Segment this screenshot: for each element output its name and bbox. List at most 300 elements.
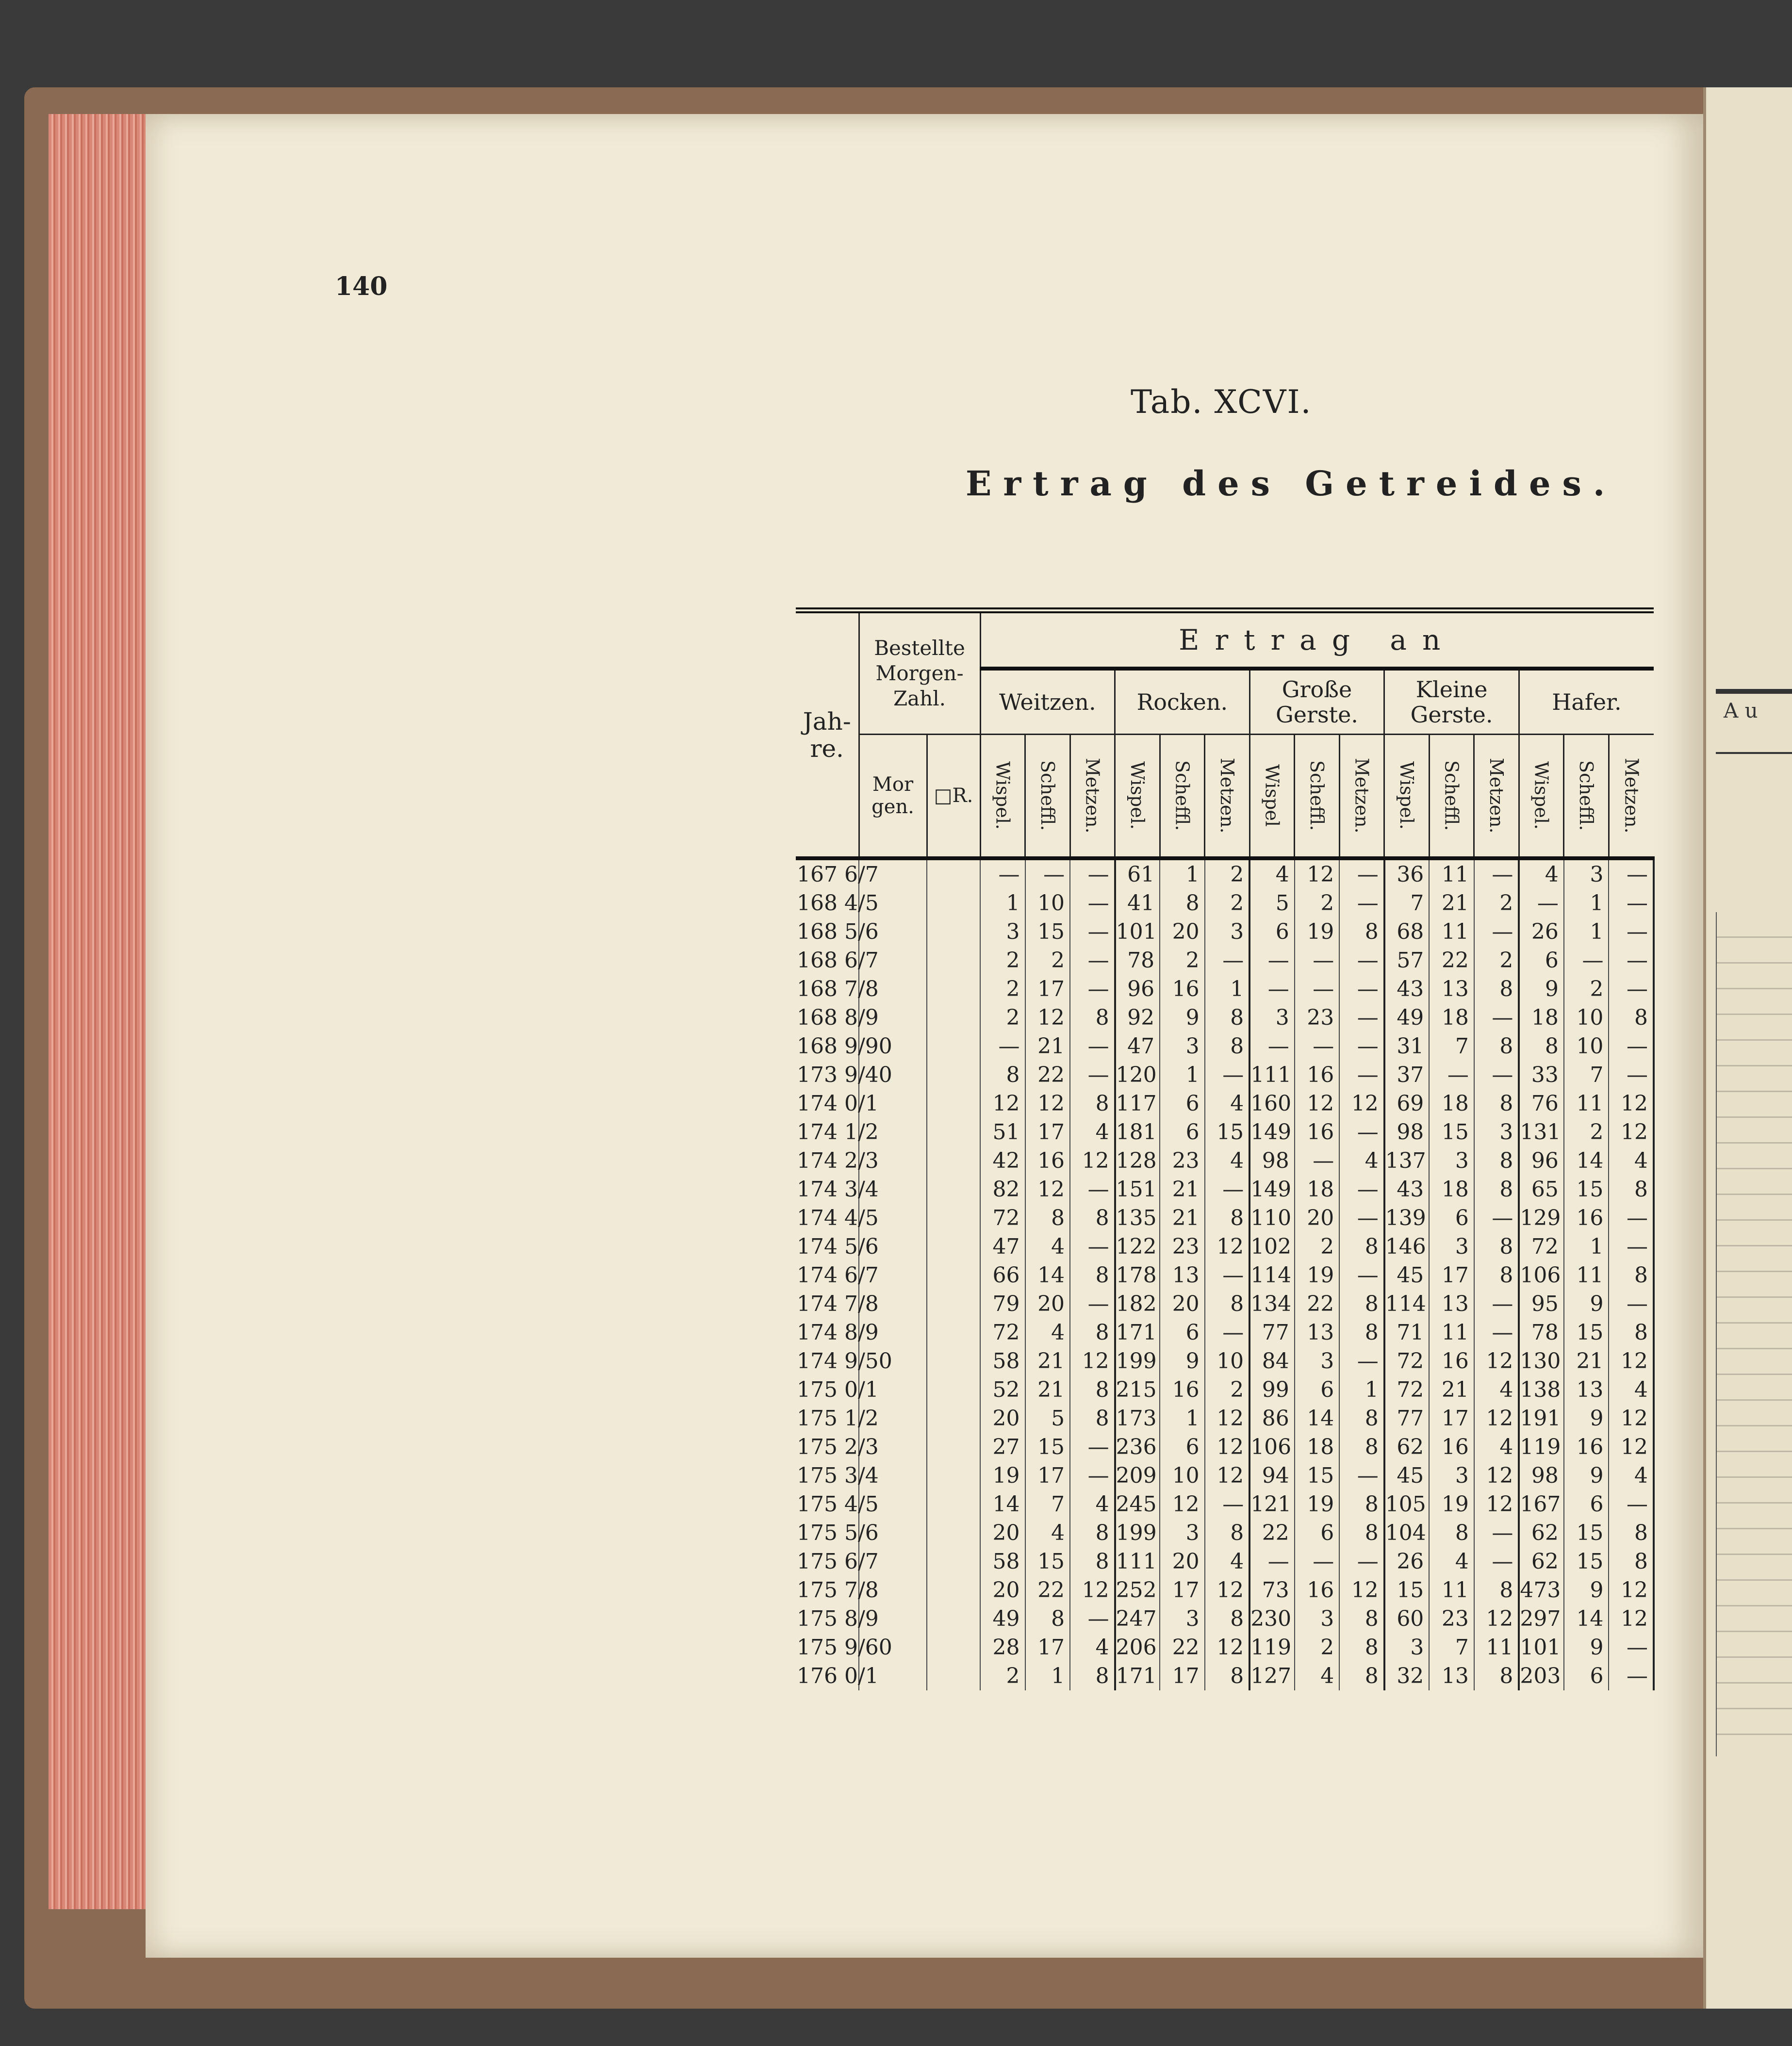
yield-cell: — xyxy=(980,1032,1025,1061)
year-cell: 175 7/8 xyxy=(796,1576,859,1604)
yield-cell: 72 xyxy=(1384,1375,1430,1404)
morgen-cell xyxy=(927,1433,980,1461)
yield-cell: — xyxy=(1609,889,1654,917)
yield-cell: 15 xyxy=(1025,1433,1070,1461)
yield-cell: 86 xyxy=(1249,1404,1295,1433)
yield-cell: 119 xyxy=(1519,1433,1564,1461)
yield-cell: 1 xyxy=(1160,858,1205,889)
yield-cell: 15 xyxy=(1205,1118,1250,1146)
yield-cell: 9 xyxy=(1564,1290,1609,1318)
yield-cell: 16 xyxy=(1295,1576,1340,1604)
table-row xyxy=(796,1118,1654,1146)
yield-cell: 134 xyxy=(1249,1290,1295,1318)
yield-cell: 17 xyxy=(1160,1662,1205,1690)
yield-cell: 8 xyxy=(1205,1519,1250,1547)
year-cell: 175 4/5 xyxy=(796,1490,859,1519)
table-row xyxy=(796,1232,1654,1261)
yield-cell: 12 xyxy=(1609,1404,1654,1433)
year-cell: 174 7/8 xyxy=(796,1290,859,1318)
yield-cell: — xyxy=(1609,1290,1654,1318)
yield-cell: 8 xyxy=(1205,1003,1250,1032)
morgen-cell xyxy=(927,1089,980,1118)
yield-cell: 17 xyxy=(1025,975,1070,1003)
yield-cell: 61 xyxy=(1115,858,1160,889)
yield-cell: 52 xyxy=(980,1375,1025,1404)
yield-cell: 12 xyxy=(1295,1089,1340,1118)
yield-cell: 130 xyxy=(1519,1347,1564,1375)
yield-cell: 191 xyxy=(1519,1404,1564,1433)
yield-cell: 57 xyxy=(1384,946,1430,975)
yield-cell: — xyxy=(1609,1232,1654,1261)
header-unit: Wispel. xyxy=(980,735,1025,859)
yield-cell: 11 xyxy=(1474,1633,1519,1662)
yield-cell: 117 xyxy=(1115,1089,1160,1118)
year-cell: 175 3/4 xyxy=(796,1461,859,1490)
yield-cell: 20 xyxy=(980,1576,1025,1604)
page-title: Ertrag des Getreides. xyxy=(966,463,1617,504)
yield-cell: 131 xyxy=(1519,1118,1564,1146)
yield-cell: 21 xyxy=(1025,1375,1070,1404)
yield-cell: 12 xyxy=(1474,1604,1519,1633)
yield-cell: 98 xyxy=(1519,1461,1564,1490)
year-cell: 175 0/1 xyxy=(796,1375,859,1404)
yield-cell: 23 xyxy=(1160,1232,1205,1261)
yield-cell: 14 xyxy=(1564,1146,1609,1175)
yield-cell: 120 xyxy=(1115,1061,1160,1089)
morgen-cell xyxy=(927,1232,980,1261)
yield-cell: 21 xyxy=(1025,1347,1070,1375)
year-cell: 168 7/8 xyxy=(796,975,859,1003)
yield-cell: — xyxy=(1339,889,1384,917)
yield-cell: 78 xyxy=(1115,946,1160,975)
yield-cell: 78 xyxy=(1519,1318,1564,1347)
yield-cell: 10 xyxy=(1205,1347,1250,1375)
yield-cell: 47 xyxy=(1115,1032,1160,1061)
table-row xyxy=(796,1204,1654,1232)
yield-cell: 160 xyxy=(1249,1089,1295,1118)
next-page-header-fragment: A u xyxy=(1724,699,1758,722)
yield-cell: 32 xyxy=(1384,1662,1430,1690)
yield-cell: 3 xyxy=(1160,1519,1205,1547)
yield-cell: 42 xyxy=(980,1146,1025,1175)
yield-cell: 8 xyxy=(1070,1662,1115,1690)
morgen-cell xyxy=(927,1519,980,1547)
yield-cell: 114 xyxy=(1384,1290,1430,1318)
yield-cell: 31 xyxy=(1384,1032,1430,1061)
yield-cell: 18 xyxy=(1295,1433,1340,1461)
header-unit: Metzen. xyxy=(1205,735,1250,859)
yield-cell: 110 xyxy=(1249,1204,1295,1232)
yield-cell: 18 xyxy=(1429,1175,1474,1204)
yield-cell: 139 xyxy=(1384,1204,1430,1232)
yield-cell: 8 xyxy=(1474,975,1519,1003)
yield-cell: 94 xyxy=(1249,1461,1295,1490)
table-row xyxy=(796,1003,1654,1032)
yield-cell: 12 xyxy=(1609,1347,1654,1375)
yield-cell: 19 xyxy=(1295,917,1340,946)
yield-cell: — xyxy=(1249,975,1295,1003)
yield-cell: 1 xyxy=(1205,975,1250,1003)
yield-cell: 14 xyxy=(980,1490,1025,1519)
yield-cell: 12 xyxy=(1205,1576,1250,1604)
yield-cell: 114 xyxy=(1249,1261,1295,1290)
yield-cell: 8 xyxy=(1070,1547,1115,1576)
yield-cell: 4 xyxy=(1025,1519,1070,1547)
morgen-cell xyxy=(927,1404,980,1433)
yield-cell: — xyxy=(1564,946,1609,975)
yield-cell: 15 xyxy=(1564,1175,1609,1204)
morgen-cell xyxy=(927,975,980,1003)
table-row xyxy=(796,1347,1654,1375)
year-cell: 175 8/9 xyxy=(796,1604,859,1633)
yield-cell: 146 xyxy=(1384,1232,1430,1261)
yield-cell: 21 xyxy=(1429,1375,1474,1404)
year-cell: 173 9/40 xyxy=(796,1061,859,1089)
yield-cell: 215 xyxy=(1115,1375,1160,1404)
yield-cell: 27 xyxy=(980,1433,1025,1461)
yield-cell: 8 xyxy=(1025,1604,1070,1633)
yield-cell: 5 xyxy=(1025,1404,1070,1433)
yield-cell: 8 xyxy=(1339,1633,1384,1662)
yield-cell: 8 xyxy=(1609,1175,1654,1204)
yield-cell: 13 xyxy=(1429,1662,1474,1690)
yield-cell: 122 xyxy=(1115,1232,1160,1261)
yield-cell: 8 xyxy=(1339,1490,1384,1519)
yield-cell: — xyxy=(1249,946,1295,975)
yield-cell: — xyxy=(1474,1318,1519,1347)
yield-cell: 23 xyxy=(1295,1003,1340,1032)
yield-cell: 13 xyxy=(1564,1375,1609,1404)
yield-cell: — xyxy=(1609,858,1654,889)
yield-cell: 26 xyxy=(1384,1547,1430,1576)
page-number: 140 xyxy=(335,272,388,301)
morgen-cell xyxy=(927,1204,980,1232)
yield-cell: 149 xyxy=(1249,1118,1295,1146)
yield-cell: 23 xyxy=(1160,1146,1205,1175)
yield-cell: 2 xyxy=(1564,975,1609,1003)
yield-cell: — xyxy=(1249,1032,1295,1061)
yield-cell: 8 xyxy=(1339,1604,1384,1633)
yield-cell: 8 xyxy=(1474,1146,1519,1175)
yield-cell: 8 xyxy=(1025,1204,1070,1232)
yield-cell: 69 xyxy=(1384,1089,1430,1118)
yield-cell: 8 xyxy=(1339,1662,1384,1690)
year-cell: 174 1/2 xyxy=(796,1118,859,1146)
yield-cell: 11 xyxy=(1429,858,1474,889)
yield-cell: — xyxy=(1339,1204,1384,1232)
yield-cell: 17 xyxy=(1160,1576,1205,1604)
yield-cell: 8 xyxy=(1070,1003,1115,1032)
yield-cell: 16 xyxy=(1295,1061,1340,1089)
yield-cell: 8 xyxy=(1474,1662,1519,1690)
yield-cell: 102 xyxy=(1249,1232,1295,1261)
yield-cell: 101 xyxy=(1519,1633,1564,1662)
morgen-cell xyxy=(927,1118,980,1146)
yield-cell: 3 xyxy=(1429,1461,1474,1490)
yield-cell: 12 xyxy=(1070,1146,1115,1175)
yield-cell: 101 xyxy=(1115,917,1160,946)
morgen-cell xyxy=(927,1490,980,1519)
yield-cell: — xyxy=(1474,1547,1519,1576)
yield-cell: 77 xyxy=(1384,1404,1430,1433)
yield-cell: 8 xyxy=(1339,1232,1384,1261)
header-quadrat-ruthen: □R. xyxy=(927,735,980,859)
yield-cell: 1 xyxy=(1160,1061,1205,1089)
table-row xyxy=(796,1662,1654,1690)
yield-cell: 9 xyxy=(1519,975,1564,1003)
yield-cell: 6 xyxy=(1160,1118,1205,1146)
yield-cell: 15 xyxy=(1564,1318,1609,1347)
yield-cell: 8 xyxy=(1070,1318,1115,1347)
header-unit: Scheffl. xyxy=(1564,735,1609,859)
yield-cell: 8 xyxy=(1609,1261,1654,1290)
yield-cell: 71 xyxy=(1384,1318,1430,1347)
yield-cell: — xyxy=(1205,946,1250,975)
morgen-cell xyxy=(927,1375,980,1404)
table-row xyxy=(796,1318,1654,1347)
yield-cell: — xyxy=(1295,1146,1340,1175)
yield-cell: 20 xyxy=(1160,917,1205,946)
yield-cell: 22 xyxy=(1025,1061,1070,1089)
yield-cell: 11 xyxy=(1564,1261,1609,1290)
yield-cell: 12 xyxy=(1295,858,1340,889)
yield-cell: — xyxy=(1609,1032,1654,1061)
yield-cell: 209 xyxy=(1115,1461,1160,1490)
table-row xyxy=(796,1490,1654,1519)
yield-cell: 12 xyxy=(1474,1461,1519,1490)
yield-cell: 2 xyxy=(980,975,1025,1003)
yield-cell: 15 xyxy=(1025,1547,1070,1576)
yield-cell: 99 xyxy=(1249,1375,1295,1404)
yield-cell: 12 xyxy=(1609,1089,1654,1118)
yield-cell: 10 xyxy=(1025,889,1070,917)
morgen-cell xyxy=(927,946,980,975)
yield-cell: — xyxy=(1474,1519,1519,1547)
yield-cell: 8 xyxy=(1519,1032,1564,1061)
yield-cell: 2 xyxy=(980,1003,1025,1032)
yield-cell: 3 xyxy=(1160,1032,1205,1061)
yield-cell: — xyxy=(1609,946,1654,975)
yield-cell: 11 xyxy=(1564,1089,1609,1118)
yield-cell: 12 xyxy=(1205,1433,1250,1461)
yield-cell: — xyxy=(1205,1061,1250,1089)
morgen-cell xyxy=(927,1604,980,1633)
yield-cell: 1 xyxy=(1160,1404,1205,1433)
morgen-cell xyxy=(927,858,980,889)
yield-cell: 119 xyxy=(1249,1633,1295,1662)
yield-cell: 19 xyxy=(980,1461,1025,1490)
yield-cell: 10 xyxy=(1160,1461,1205,1490)
yield-cell: 20 xyxy=(1295,1204,1340,1232)
yield-cell: 4 xyxy=(1429,1547,1474,1576)
morgen-cell xyxy=(927,1175,980,1204)
yield-cell: 4 xyxy=(1295,1662,1340,1690)
yield-cell: — xyxy=(1339,1461,1384,1490)
yield-cell: 9 xyxy=(1564,1461,1609,1490)
morgen-cell xyxy=(927,1061,980,1089)
yield-cell: — xyxy=(1609,1061,1654,1089)
yield-cell: 21 xyxy=(1160,1204,1205,1232)
table-row xyxy=(796,1061,1654,1089)
yield-cell: 16 xyxy=(1564,1433,1609,1461)
yield-cell: 66 xyxy=(980,1261,1025,1290)
yield-cell: 4 xyxy=(1339,1146,1384,1175)
yield-cell: 62 xyxy=(1519,1519,1564,1547)
yield-cell: 5 xyxy=(1249,889,1295,917)
yield-cell: 12 xyxy=(1609,1118,1654,1146)
yield-cell: 43 xyxy=(1384,975,1430,1003)
yield-cell: 6 xyxy=(1295,1375,1340,1404)
yield-cell: 12 xyxy=(1160,1490,1205,1519)
year-cell: 175 5/6 xyxy=(796,1519,859,1547)
header-crop-hafer: Hafer. xyxy=(1519,669,1654,735)
yield-cell: 15 xyxy=(1295,1461,1340,1490)
yield-cell: 128 xyxy=(1115,1146,1160,1175)
table-row xyxy=(796,917,1654,946)
yield-cell: 10 xyxy=(1564,1032,1609,1061)
yield-cell: 17 xyxy=(1025,1461,1070,1490)
yield-cell: 8 xyxy=(1339,1290,1384,1318)
yield-cell: 26 xyxy=(1519,917,1564,946)
yield-cell: 76 xyxy=(1519,1089,1564,1118)
yield-cell: 4 xyxy=(1474,1433,1519,1461)
yield-cell: 252 xyxy=(1115,1576,1160,1604)
yield-cell: 14 xyxy=(1025,1261,1070,1290)
yield-cell: 15 xyxy=(1564,1519,1609,1547)
yield-cell: 127 xyxy=(1249,1662,1295,1690)
yield-cell: 4 xyxy=(1205,1146,1250,1175)
yield-cell: — xyxy=(1070,1433,1115,1461)
yield-cell: 178 xyxy=(1115,1261,1160,1290)
yield-cell: 171 xyxy=(1115,1318,1160,1347)
yield-cell: 1 xyxy=(1564,889,1609,917)
yield-cell: 6 xyxy=(1519,946,1564,975)
yield-cell: 58 xyxy=(980,1547,1025,1576)
yield-cell: — xyxy=(1339,1032,1384,1061)
yield-cell: 14 xyxy=(1295,1404,1340,1433)
yield-cell: 72 xyxy=(1519,1232,1564,1261)
yield-cell: — xyxy=(1070,1232,1115,1261)
yield-cell: 3 xyxy=(1429,1232,1474,1261)
year-cell: 174 9/50 xyxy=(796,1347,859,1375)
yield-cell: 8 xyxy=(1070,1261,1115,1290)
yield-cell: 8 xyxy=(1070,1404,1115,1433)
yield-cell: 6 xyxy=(1295,1519,1340,1547)
year-cell: 167 6/7 xyxy=(796,858,859,889)
yield-cell: 7 xyxy=(1429,1032,1474,1061)
header-crop-grosse-gerste: Große Gerste. xyxy=(1249,669,1384,735)
yield-cell: 3 xyxy=(1160,1604,1205,1633)
yield-cell: 12 xyxy=(1205,1404,1250,1433)
yield-cell: 8 xyxy=(1205,1290,1250,1318)
yield-cell: 45 xyxy=(1384,1461,1430,1490)
next-page-table-rows xyxy=(1716,912,1792,1756)
yield-cell: — xyxy=(1070,946,1115,975)
yield-cell: 9 xyxy=(1564,1633,1609,1662)
yield-cell: — xyxy=(1070,1061,1115,1089)
table-row xyxy=(796,1576,1654,1604)
yield-cell: 16 xyxy=(1160,1375,1205,1404)
yield-cell: 151 xyxy=(1115,1175,1160,1204)
table-row xyxy=(796,1519,1654,1547)
header-years: Jah-re. xyxy=(796,610,859,858)
yield-cell: 45 xyxy=(1384,1261,1430,1290)
yield-cell: 8 xyxy=(1205,1032,1250,1061)
yield-cell: 21 xyxy=(1025,1032,1070,1061)
yield-cell: 138 xyxy=(1519,1375,1564,1404)
yield-table xyxy=(796,607,1655,1690)
yield-cell: 149 xyxy=(1249,1175,1295,1204)
yield-cell: 6 xyxy=(1160,1089,1205,1118)
yield-cell: 8 xyxy=(980,1061,1025,1089)
yield-cell: 12 xyxy=(1070,1576,1115,1604)
yield-cell: 106 xyxy=(1519,1261,1564,1290)
yield-cell: 2 xyxy=(1295,1633,1340,1662)
table-row xyxy=(796,858,1654,889)
yield-cell: — xyxy=(1070,1032,1115,1061)
yield-cell: 8 xyxy=(1429,1519,1474,1547)
yield-cell: 12 xyxy=(1609,1604,1654,1633)
yield-cell: — xyxy=(1339,1347,1384,1375)
yield-cell: — xyxy=(1474,858,1519,889)
yield-cell: — xyxy=(1070,1175,1115,1204)
yield-cell: — xyxy=(1205,1490,1250,1519)
yield-cell: — xyxy=(1519,889,1564,917)
yield-cell: 11 xyxy=(1429,917,1474,946)
yield-cell: 8 xyxy=(1609,1003,1654,1032)
table-row xyxy=(796,1375,1654,1404)
table-row xyxy=(796,1633,1654,1662)
yield-cell: 181 xyxy=(1115,1118,1160,1146)
yield-cell: 18 xyxy=(1429,1003,1474,1032)
morgen-cell xyxy=(927,1318,980,1347)
yield-cell: 13 xyxy=(1429,1290,1474,1318)
yield-cell: 473 xyxy=(1519,1576,1564,1604)
morgen-cell xyxy=(927,1662,980,1690)
yield-cell: 73 xyxy=(1249,1576,1295,1604)
yield-cell: 12 xyxy=(1025,1089,1070,1118)
year-cell: 168 8/9 xyxy=(796,1003,859,1032)
table-row xyxy=(796,1089,1654,1118)
next-page-edge xyxy=(1703,87,1792,2009)
yield-cell: 21 xyxy=(1564,1347,1609,1375)
yield-cell: 4 xyxy=(1070,1490,1115,1519)
yield-cell: 20 xyxy=(1025,1290,1070,1318)
yield-cell: 37 xyxy=(1384,1061,1430,1089)
yield-cell: 6 xyxy=(1160,1318,1205,1347)
yield-table-body xyxy=(796,858,1654,1690)
yield-cell: 36 xyxy=(1384,858,1430,889)
yield-cell: 28 xyxy=(980,1633,1025,1662)
year-cell: 174 3/4 xyxy=(796,1175,859,1204)
yield-cell: 8 xyxy=(1474,1261,1519,1290)
table-row xyxy=(796,1547,1654,1576)
yield-cell: 4 xyxy=(1249,858,1295,889)
yield-cell: 12 xyxy=(1609,1576,1654,1604)
yield-cell: 3 xyxy=(1474,1118,1519,1146)
yield-cell: 8 xyxy=(1339,1519,1384,1547)
yield-cell: 4 xyxy=(1070,1118,1115,1146)
yield-cell: 13 xyxy=(1295,1318,1340,1347)
table-label: Tab. XCVI. xyxy=(1131,383,1312,421)
year-cell: 175 1/2 xyxy=(796,1404,859,1433)
yield-cell: 6 xyxy=(1564,1662,1609,1690)
yield-cell: 8 xyxy=(1474,1175,1519,1204)
yield-cell: 245 xyxy=(1115,1490,1160,1519)
yield-cell: 43 xyxy=(1384,1175,1430,1204)
table-row xyxy=(796,1404,1654,1433)
yield-cell: — xyxy=(1205,1318,1250,1347)
